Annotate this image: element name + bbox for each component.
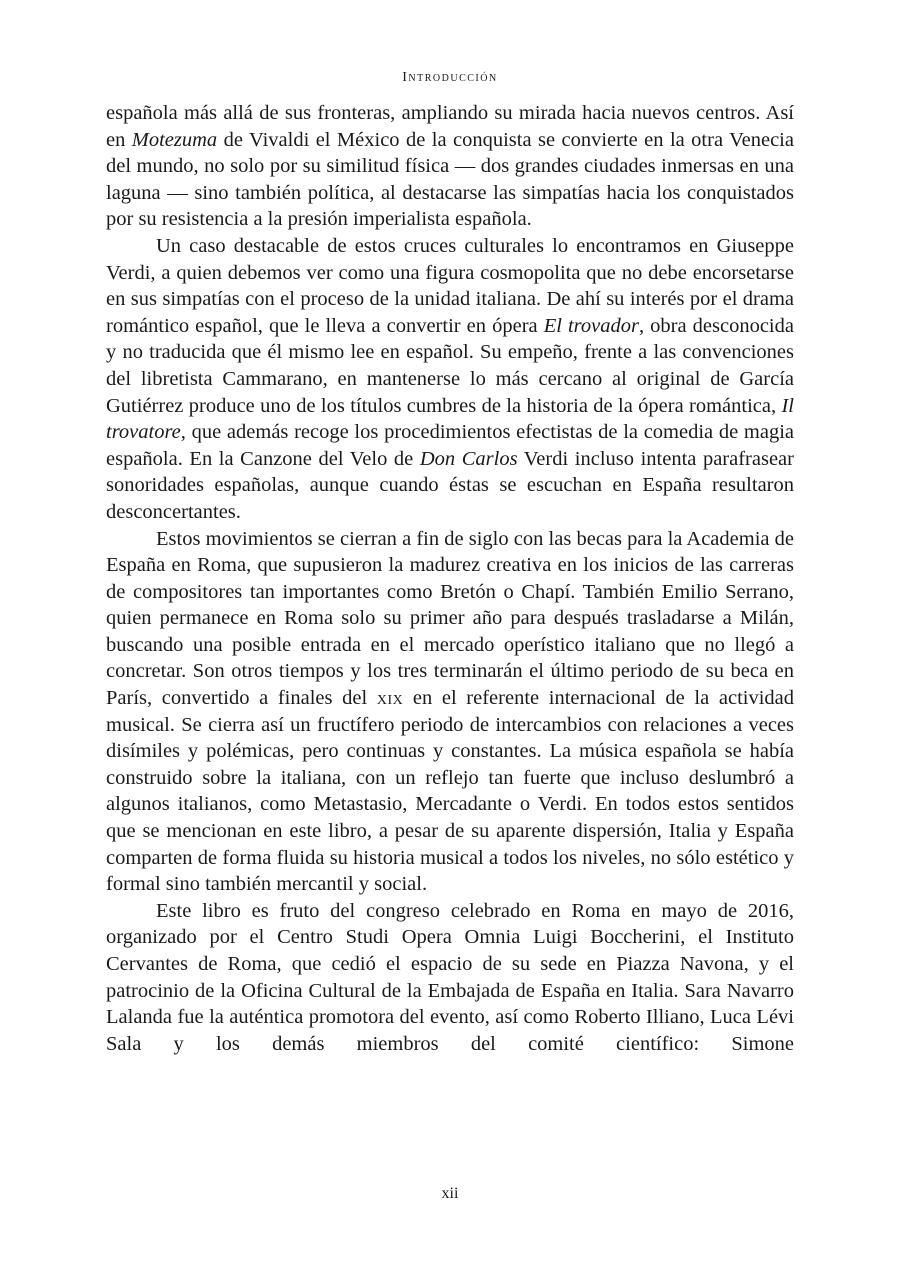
- italic-title: Il trovatore: [106, 394, 794, 444]
- italic-title: El trovador: [543, 314, 639, 337]
- text-run: española más allá de sus fronteras, ampliando su mirada hacia nuevos centros. Así en: [106, 102, 794, 151]
- text-run: Un caso destacable de estos cruces culturales lo encontramos en Giuseppe Verdi, a quien debemos ver como una figura cosmopolita que no debe encorsetarse en sus simpatías con el proceso de la unidad italiana. De ahí su interés por el drama romántico español, que le lleva a convertir en ópera: [106, 234, 794, 337]
- text-run: Verdi incluso intenta parafrasear sonoridades españolas, aunque cuando éstas se escuchan en España resultaron desconcertantes.: [106, 447, 794, 523]
- paragraph: [106, 233, 794, 526]
- page-number: xii: [441, 1185, 459, 1202]
- text-run: Estos movimientos se cierran a fin de siglo con las becas para la Academia de España en Roma, que supusieron la madurez creativa en los inicios de las carreras de compositores tan importantes como Bretón o Chapí. También Emilio Serrano, quien permanece en Roma solo su primer año para después trasladarse a Milán, buscando una posible entrada en el mercado operístico italiano que no llegó a concretar. Son otros tiempos y los tres terminarán el último periodo de su beca en París, convertido a finales del: [106, 527, 794, 710]
- body-text: [106, 100, 794, 1057]
- paragraph: [106, 898, 794, 1058]
- paragraph: [106, 100, 794, 233]
- text-run: en el referente internacional de la actividad musical. Se cierra así un fructífero periodo de intercambios con relaciones a veces disímiles y polémicas, pero continuas y constantes. La música española se había construido sobre la italiana, con un reflejo tan fuerte que incluso deslumbró a algunos italianos, como Metastasio, Mercadante o Verdi. En todos estos sentidos que se mencionan en este libro, a pesar de su aparente dispersión, Italia y España comparten de forma fluida su historia musical a todos los niveles, no sólo estético y formal sino también mercantil y social.: [106, 687, 795, 896]
- text-run: de Vivaldi el México de la conquista se convierte en la otra Venecia del mundo, no solo por su similitud física — dos grandes ciudades inmersas en una laguna — sino también política, al destacarse las simpatías hacia los conquistados por su resistencia a la presión imperialista española.: [106, 128, 794, 231]
- text-run: Este libro es fruto del congreso celebrado en Roma en mayo de 2016, organizado por el Centro Studi Opera Omnia Luigi Boccherini, el Instituto Cervantes de Roma, que cedió el espacio de su sede en Piazza Navona, y el patrocinio de la Oficina Cultural de la Embajada de España en Italia. Sara Navarro Lalanda fue la auténtica promotora del evento, así como Roberto Illiano, Luca Lévi Sala y los demás miembros del comité científico: Simone: [106, 899, 794, 1055]
- running-head: Introducción: [402, 70, 498, 85]
- text-run: , obra desconocida y no traducida que él mismo lee en español. Su empeño, frente a las convenciones del libretista Cammarano, en mantenerse lo más cercano al original de García Gutiérrez produce uno de los títulos cumbres de la historia de la ópera romántica,: [106, 314, 794, 417]
- text-run: , que además recoge los procedimientos efectistas de la comedia de magia española. En la Canzone del Velo de: [106, 421, 794, 470]
- italic-title: Don Carlos: [419, 447, 518, 470]
- paragraph: [106, 526, 794, 898]
- small-caps-text: xix: [376, 687, 404, 710]
- italic-title: Motezuma: [131, 128, 218, 151]
